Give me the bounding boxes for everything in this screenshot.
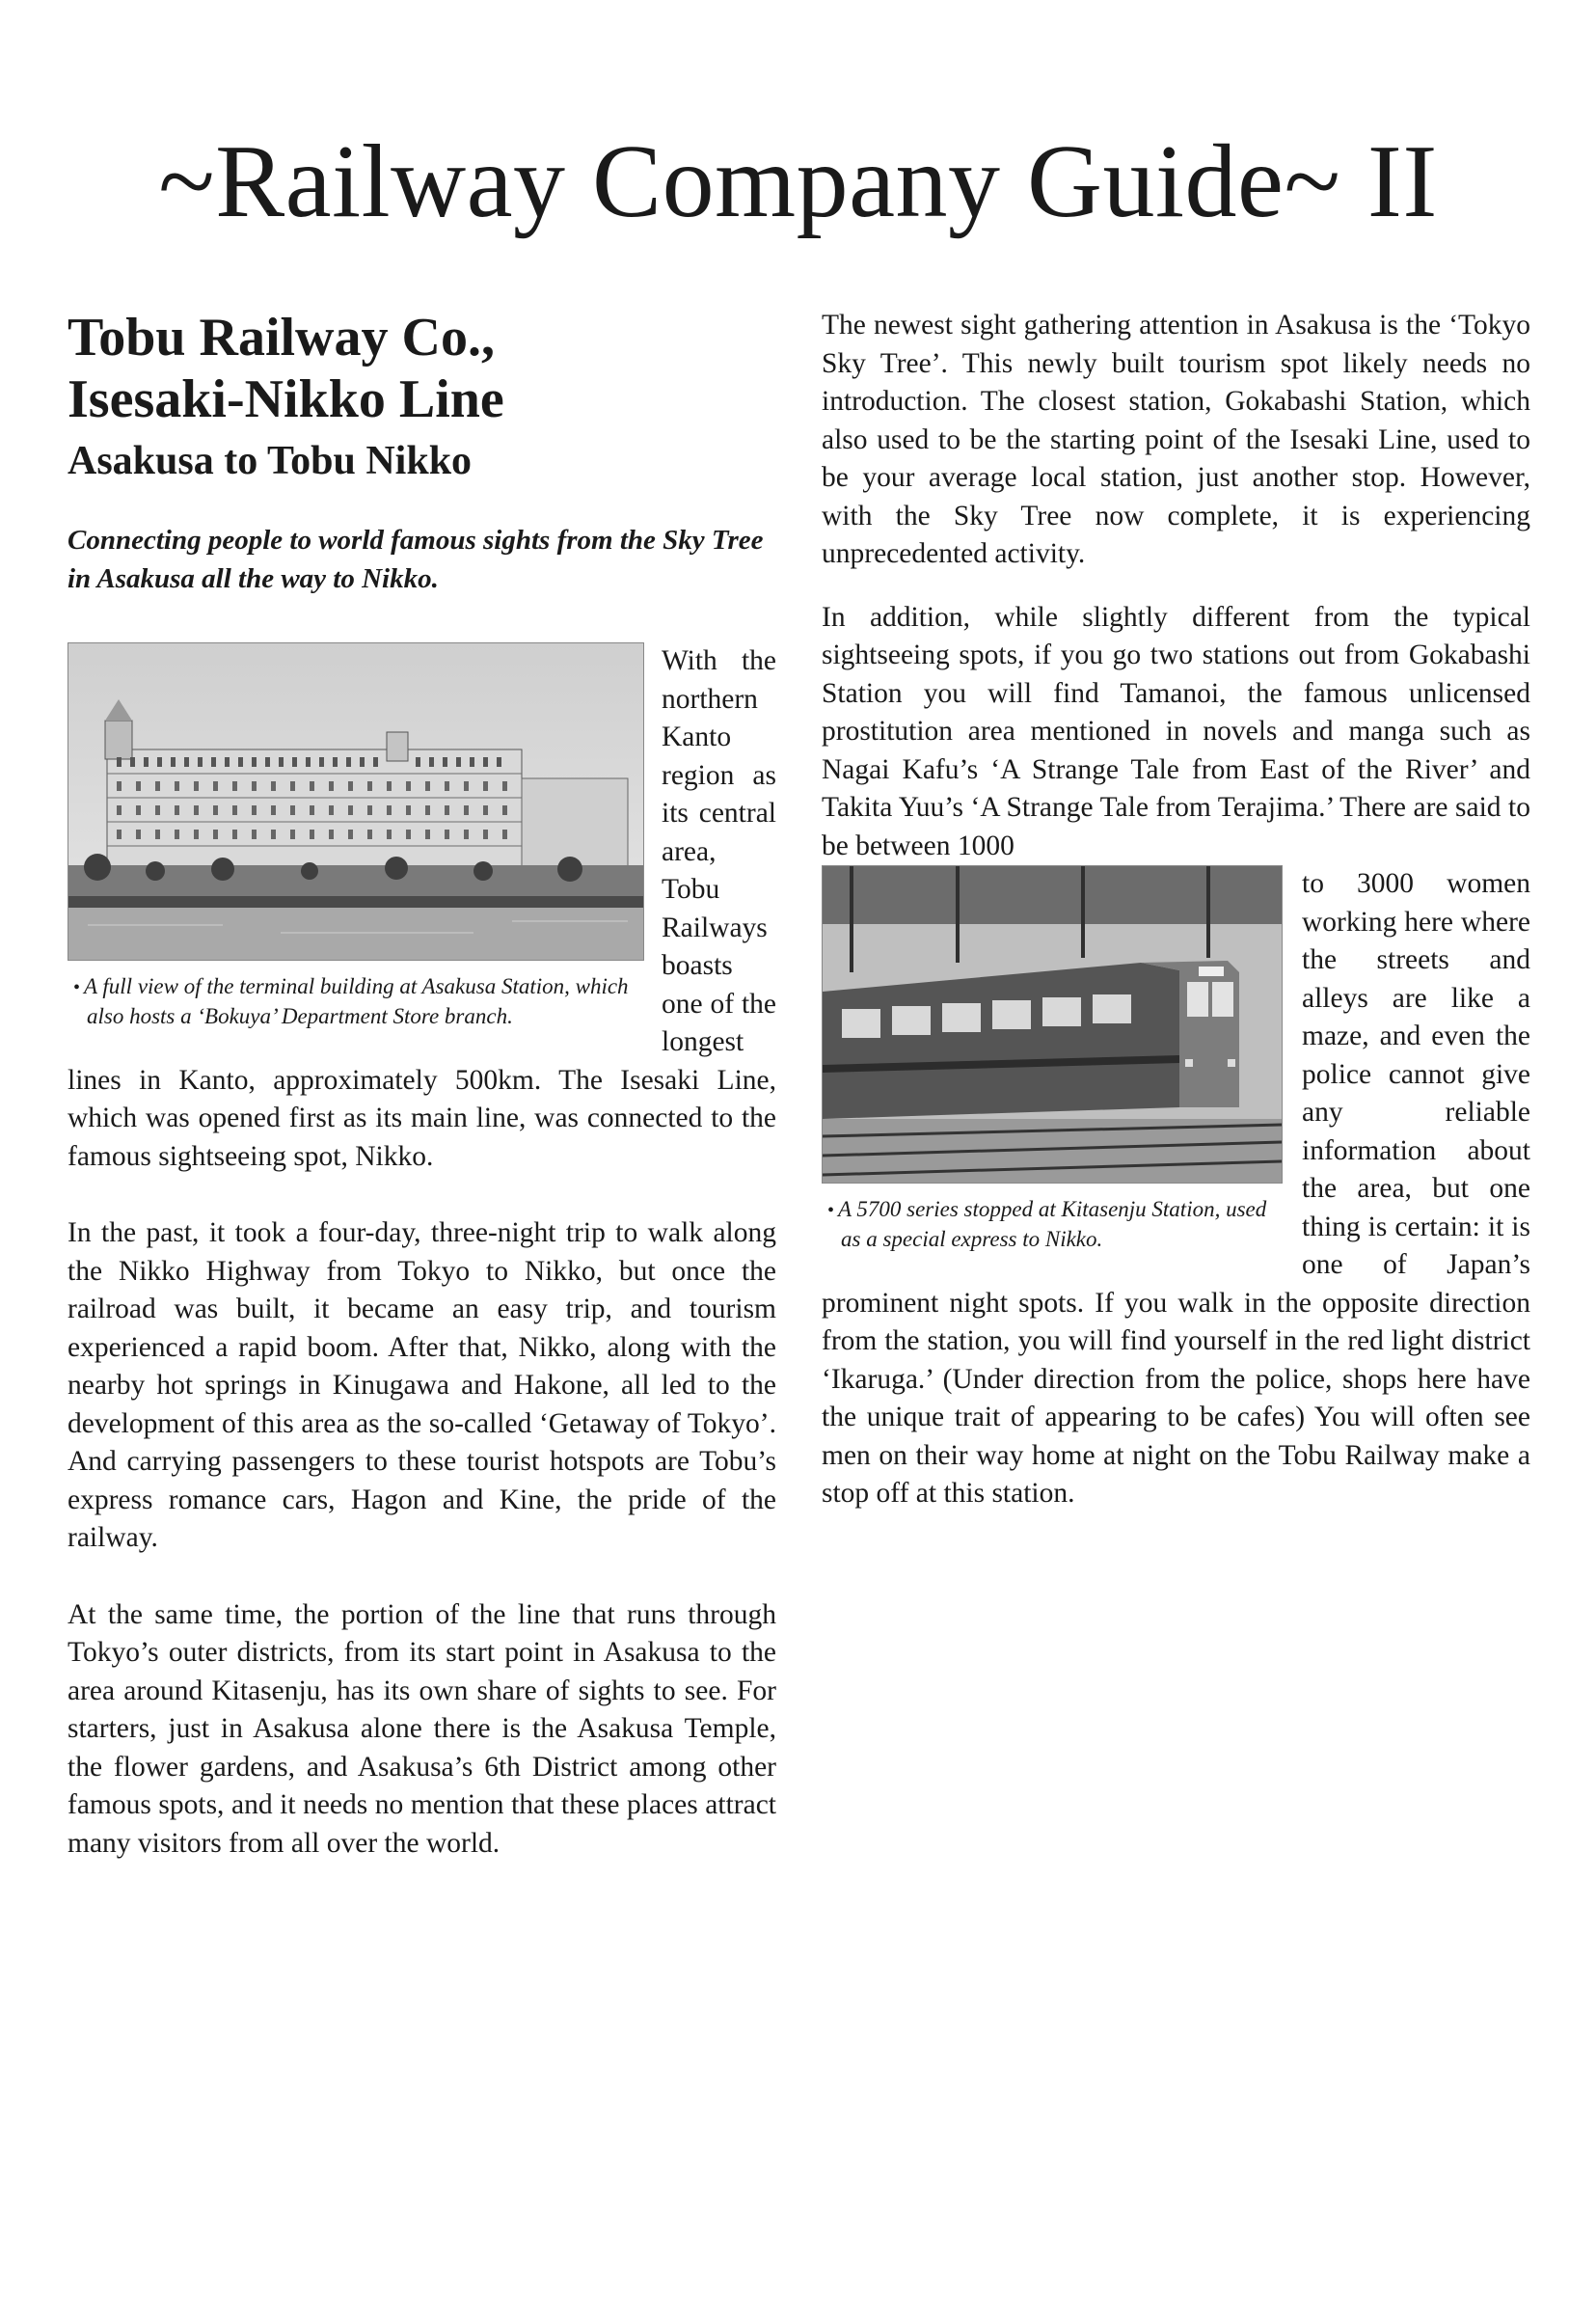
left-article-body <box>68 642 776 1176</box>
page-title: ~Railway Company Guide~ II <box>158 124 1438 239</box>
left-paragraph-1: With the northern Kanto region as its central area, Tobu Railways boasts one of the longest lines in Kanto, approximately 500km. The Isesaki Line, which was opened first as its main line, was connected to the famous sightseeing spot, Nikko. <box>68 645 776 1172</box>
left-paragraph-3: At the same time, the portion of the line that runs through Tokyo’s outer districts, from its start point in Asakusa to the area around Kitasenju, has its own share of sights to see. For starters, just in Asakusa alone there is the Asakusa Temple, the flower gardens, and Asakusa’s 6th District among other famous spots, and it needs no mention that these places attract many visitors from all over the world. <box>68 1598 776 1859</box>
caption-bullet-icon: • <box>827 1200 835 1221</box>
terminal-building-photo <box>68 642 644 961</box>
train-caption-text: A 5700 series stopped at Kitasenju Station, used as a special express to Nikko. <box>838 1197 1267 1251</box>
left-paragraph-2: In the past, it took a four-day, three-night trip to walk along the Nikko Highway from Tokyo to Nikko, but once the railroad was built, it became an easy trip, and tourism experienced a rapid boom. After that, Nikko, along with the nearby hot springs in Kinugawa and Hakone, all led to the development of this area as the so-called ‘Getaway of Tokyo’. And carrying passengers to these tourist hotspots are Tobu’s express romance cars, Hagon and Kine, the pride of the railway. <box>68 1217 776 1553</box>
train-figure-caption <box>822 1195 1285 1254</box>
terminal-figure-caption <box>68 972 646 1031</box>
terminal-caption-text: A full view of the terminal building at Asakusa Station, which also hosts a ‘Bokuya’ Department Store branch. <box>84 974 629 1028</box>
right-paragraph-1: The newest sight gathering attention in Asakusa is the ‘Tokyo Sky Tree’. This newly built tourism spot likely needs no introduction. The closest station, Gokabashi Station, which also used to be the starting point of the Isesaki Line, used to be your average local station, just another stop. However, with the Sky Tree now complete, it is experiencing unprecedented activity. <box>822 310 1530 569</box>
train-figure <box>822 865 1285 1254</box>
company-heading: Tobu Railway Co., <box>68 308 495 368</box>
lede-text: Connecting people to world famous sights from the Sky Tree in Asakusa all the way to Nikko. <box>68 525 764 594</box>
caption-bullet-icon: • <box>73 977 81 998</box>
route-heading: Asakusa to Tobu Nikko <box>68 439 473 483</box>
right-paragraph-2-lead: In addition, while slightly different from the typical sightseeing spots, if you go two stations out from Gokabashi Station you will find Tamanoi, the famous unlicensed prostitution area mentioned in novels and manga such as Nagai Kafu’s ‘A Strange Tale from East of the River’ and Takita Yuu’s ‘A Strange Tale from Terajima.’ There are said to be between 1000 <box>822 601 1530 861</box>
train-photo <box>822 865 1283 1184</box>
terminal-figure <box>68 642 646 1031</box>
right-paragraph-2-rest: to 3000 women working here where the streets and alleys are like a maze, and even the police cannot give any reliable information about the area, but one thing is certain: it is one of Japan’s prominent night spots. If you walk in the opposite direction from the station, you will find yourself in the red light district ‘Ikaruga.’ (Under direction from the police, shops here have the unique trait of appearing to be cafes) You will often see men on their way home at night on the Tobu Railway make a stop off at this station. <box>822 868 1530 1509</box>
line-heading: Isesaki-Nikko Line <box>68 369 504 429</box>
right-column <box>822 307 1530 1513</box>
right-article-body <box>822 865 1530 1513</box>
left-column <box>68 307 776 1863</box>
